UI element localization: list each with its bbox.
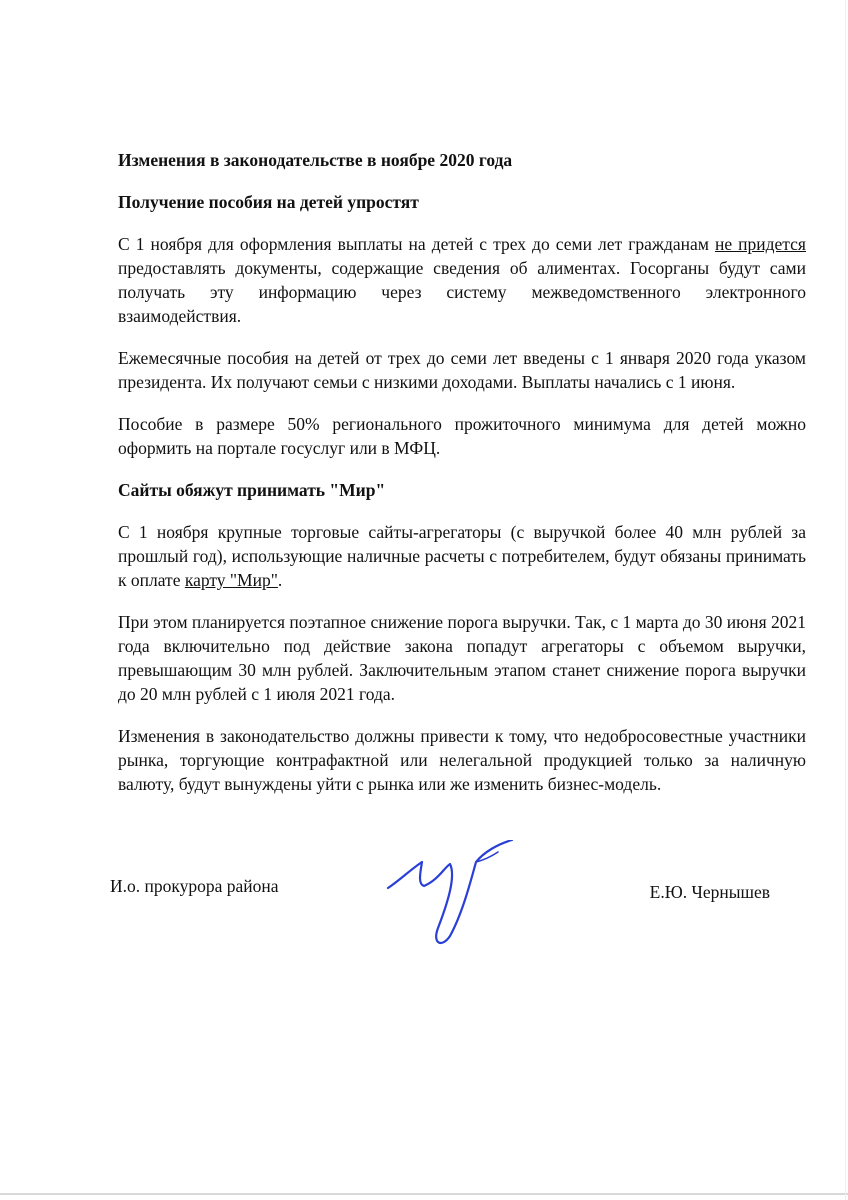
paragraph-benefits-3: Пособие в размере 50% регионального прожиточного минимума для детей можно оформить на портале госуслуг или в МФЦ. bbox=[118, 414, 806, 458]
document-body bbox=[118, 148, 806, 814]
section-heading-benefits: Получение пособия на детей упростят bbox=[118, 192, 419, 212]
underlined-link-mir-card[interactable]: карту "Мир" bbox=[184, 570, 278, 590]
paragraph-benefits-2: Ежемесячные пособия на детей от трех до семи лет введены с 1 января 2020 года указом президента. Их получают семьи с низкими доходами. Выплаты начались с 1 июня. bbox=[118, 348, 806, 392]
underlined-link-no-need[interactable]: не придется bbox=[714, 234, 806, 254]
paragraph-text: С 1 ноября для оформления выплаты на детей с трех до семи лет гражданам bbox=[118, 234, 715, 254]
scan-bottom-edge bbox=[0, 1193, 848, 1195]
signature-block bbox=[110, 874, 770, 964]
document-title: Изменения в законодательстве в ноябре 2020 года bbox=[118, 150, 513, 170]
paragraph-text: С 1 ноября крупные торговые сайты-агрегаторы (с выручкой более 40 млн рублей за прошлый год), использующие наличные расчеты с потребителем, будут обязаны принимать к оплате bbox=[118, 522, 806, 590]
section-heading-mir: Сайты обяжут принимать "Мир" bbox=[118, 480, 386, 500]
paragraph-benefits-1 bbox=[118, 232, 806, 328]
paragraph-mir-3: Изменения в законодательство должны привести к тому, что недобросовестные участники рынка, торгующие контрафактной или нелегальной продукцией только за наличную валюту, будут вынуждены уйти с рынка или же изменить бизнес-модель. bbox=[118, 726, 806, 794]
signatory-name: Е.Ю. Чернышев bbox=[649, 882, 770, 902]
scan-right-edge bbox=[845, 0, 846, 1200]
handwritten-signature bbox=[380, 840, 530, 950]
paragraph-mir-1 bbox=[118, 520, 806, 592]
paragraph-mir-2: При этом планируется поэтапное снижение порога выручки. Так, с 1 марта до 30 июня 2021 года включительно под действие закона попадут агрегаторы с объемом выручки, превышающим 30 млн рублей. Заключительным этапом станет снижение порога выручки до 20 млн рублей с 1 июля 2021 года. bbox=[118, 612, 807, 704]
paragraph-text: предоставлять документы, содержащие сведения об алиментах. Госорганы будут сами получать эту информацию через систему межведомственного электронного взаимодействия. bbox=[118, 258, 806, 326]
paragraph-text: . bbox=[277, 570, 283, 590]
signatory-position: И.о. прокурора района bbox=[110, 876, 279, 896]
